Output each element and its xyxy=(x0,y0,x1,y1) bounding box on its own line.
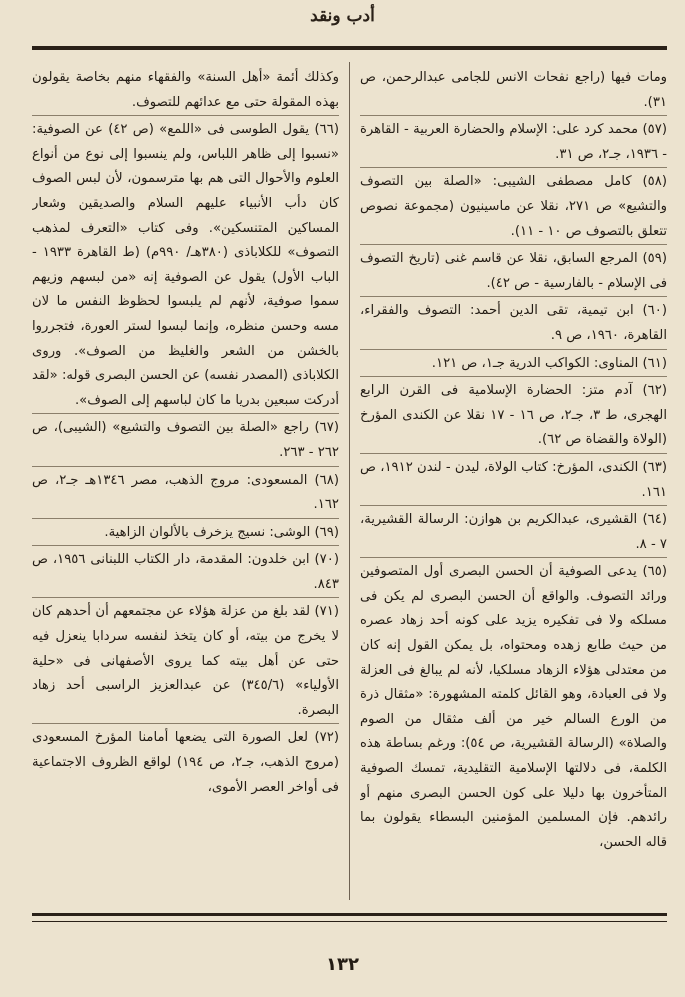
footnote: (٦٢) آدم متز: الحضارة الإسلامية فى القرن الرابع الهجرى، ط ٣، جـ٢، ص ١٦ - ١٧ نقلا عن الكندى المؤرخ (الولاة والقضاة ص ٦٢). xyxy=(360,376,667,453)
footnote: (٦٤) القشيرى، عبدالكريم بن هوازن: الرسالة القشيرية، ٧ - ٨. xyxy=(360,505,667,557)
footnote: ومات فيها (راجع نفحات الانس للجامى عبدالرحمن، ص ٣١). xyxy=(360,70,667,110)
footnotes-right-column xyxy=(360,66,667,908)
footnote: وكذلك أئمة «أهل السنة» والفقهاء منهم بخاصة يقولون بهذه المقولة حتى مع عدائهم للتصوف. xyxy=(32,70,339,110)
footnote: (٦٥) يدعى الصوفية أن الحسن البصرى أول المتصوفين ورائد التصوف. والواقع أن الحسن البصرى لم يكن فى مسلكه ولا فى تفكيره يزيد على كونه أحد زهاد عصره من حيث طابع زهده ومحتواه، بل يمكن القول إنه كان من معتدلى هؤلاء الزهاد مسلكيا، لأنه لم يبالغ فى العزلة ولا فى العبادة، وهو القائل كلمته المشهورة: «مثقال ذرة من الورع السالم خير من ألف مثقال من الصوم والصلاة» (الرسالة القشيرية، ص ٥٤): ورغم بساطة هذه الكلمة، فى دلالتها الإسلامية التقليدية، تمسك الصوفية المتأخرون بها دليلا على كون الحسن البصرى منهم أو رائدهم. فإن المسلمين المؤمنين البسطاء يقولون بما قاله الحسن، xyxy=(360,557,667,855)
footnote: (٦٣) الكندى، المؤرخ: كتاب الولاة، ليدن - لندن ١٩١٢، ص ١٦١. xyxy=(360,453,667,505)
footer-rule-thick xyxy=(32,913,667,916)
footnote: (٦٨) المسعودى: مروج الذهب، مصر ١٣٤٦هـ جـ٢، ص ١٦٢. xyxy=(32,466,339,518)
footer-rule-thin xyxy=(32,921,667,922)
footnotes-left-column xyxy=(32,66,339,908)
footnote: (٦٠) ابن تيمية، تقى الدين أحمد: التصوف والفقراء، القاهرة، ١٩٦٠، ص ٩. xyxy=(360,296,667,348)
footnote: (٦٩) الوشى: نسيج يزخرف بالألوان الزاهية. xyxy=(32,518,339,546)
running-header: أدب ونقد xyxy=(310,6,375,26)
page-number: ١٣٢ xyxy=(326,954,359,975)
footnote: (٦٧) راجع «الصلة بين التصوف والتشيع» (الشيبى)، ص ٢٦٢ - ٢٦٣. xyxy=(32,413,339,465)
footnote: (٧١) لقد بلغ من عزلة هؤلاء عن مجتمعهم أن أحدهم كان لا يخرج من بيته، أو كان يتخذ لنفسه سردابا ينعزل فيه حتى عن أهل بيته كما يروى الأصفهانى فى «حلية الأولياء» (٣٤٥/٦) عن عبدالعزيز الراسبى أحد زهاد البصرة. xyxy=(32,597,339,723)
footnote: (٥٨) كامل مصطفى الشيبى: «الصلة بين التصوف والتشيع» ص ٢٧١، نقلا عن ماسينيون (مجموعة نصوص تتعلق بالتصوف ص ١٠ - ١١). xyxy=(360,167,667,244)
footnote: (٥٧) محمد كرد على: الإسلام والحضارة العربية - القاهرة - ١٩٣٦، جـ٢، ص ٣١. xyxy=(360,115,667,167)
header-rule xyxy=(32,46,667,50)
footnote: (٧٠) ابن خلدون: المقدمة، دار الكتاب اللبنانى ١٩٥٦، ص ٨٤٣. xyxy=(32,545,339,597)
footnote: (٦١) المناوى: الكواكب الدرية جـ١، ص ١٢١. xyxy=(360,349,667,377)
column-divider xyxy=(349,62,350,900)
footnote: (٧٢) لعل الصورة التى يضعها أمامنا المؤرخ المسعودى (مروج الذهب، جـ٢، ص ١٩٤) لواقع الظروف الاجتماعية فى أواخر العصر الأموى، xyxy=(32,723,339,800)
footnote: (٥٩) المرجع السابق، نقلا عن قاسم غنى (تاريخ التصوف فى الإسلام - بالفارسية - ص ٤٢). xyxy=(360,244,667,296)
footnote: (٦٦) يقول الطوسى فى «اللمع» (ص ٤٢) عن الصوفية: «نسبوا إلى ظاهر اللباس، ولم ينسبوا إلى نوع من أنواع العلوم والأحوال التى هم بها مترسمون، لأن لبس الصوف كان دأب الأنبياء عليهم السلام والصديقين وشعار المساكين المتنسكين». وفى كتاب «التعرف لمذهب التصوف» للكلاباذى (٣٨٠هـ/ ٩٩٠م) (ط القاهرة ١٩٣٣ - الباب الأول) يقول عن الصوفية إنه «من لبسهم وزيهم سموا صوفية، لأنهم لم يلبسوا لحظوظ النفس ما لان مسه وحسن منظره، وإنما لبسوا لستر العورة، فتجرروا بالخشن من الشعر والغليظ من الصوف». وروى الكلاباذى (المصدر نفسه) عن الحسن البصرى قوله: «لقد أدركت سبعين بدريا ما كان لباسهم إلى الصوف». xyxy=(32,115,339,413)
